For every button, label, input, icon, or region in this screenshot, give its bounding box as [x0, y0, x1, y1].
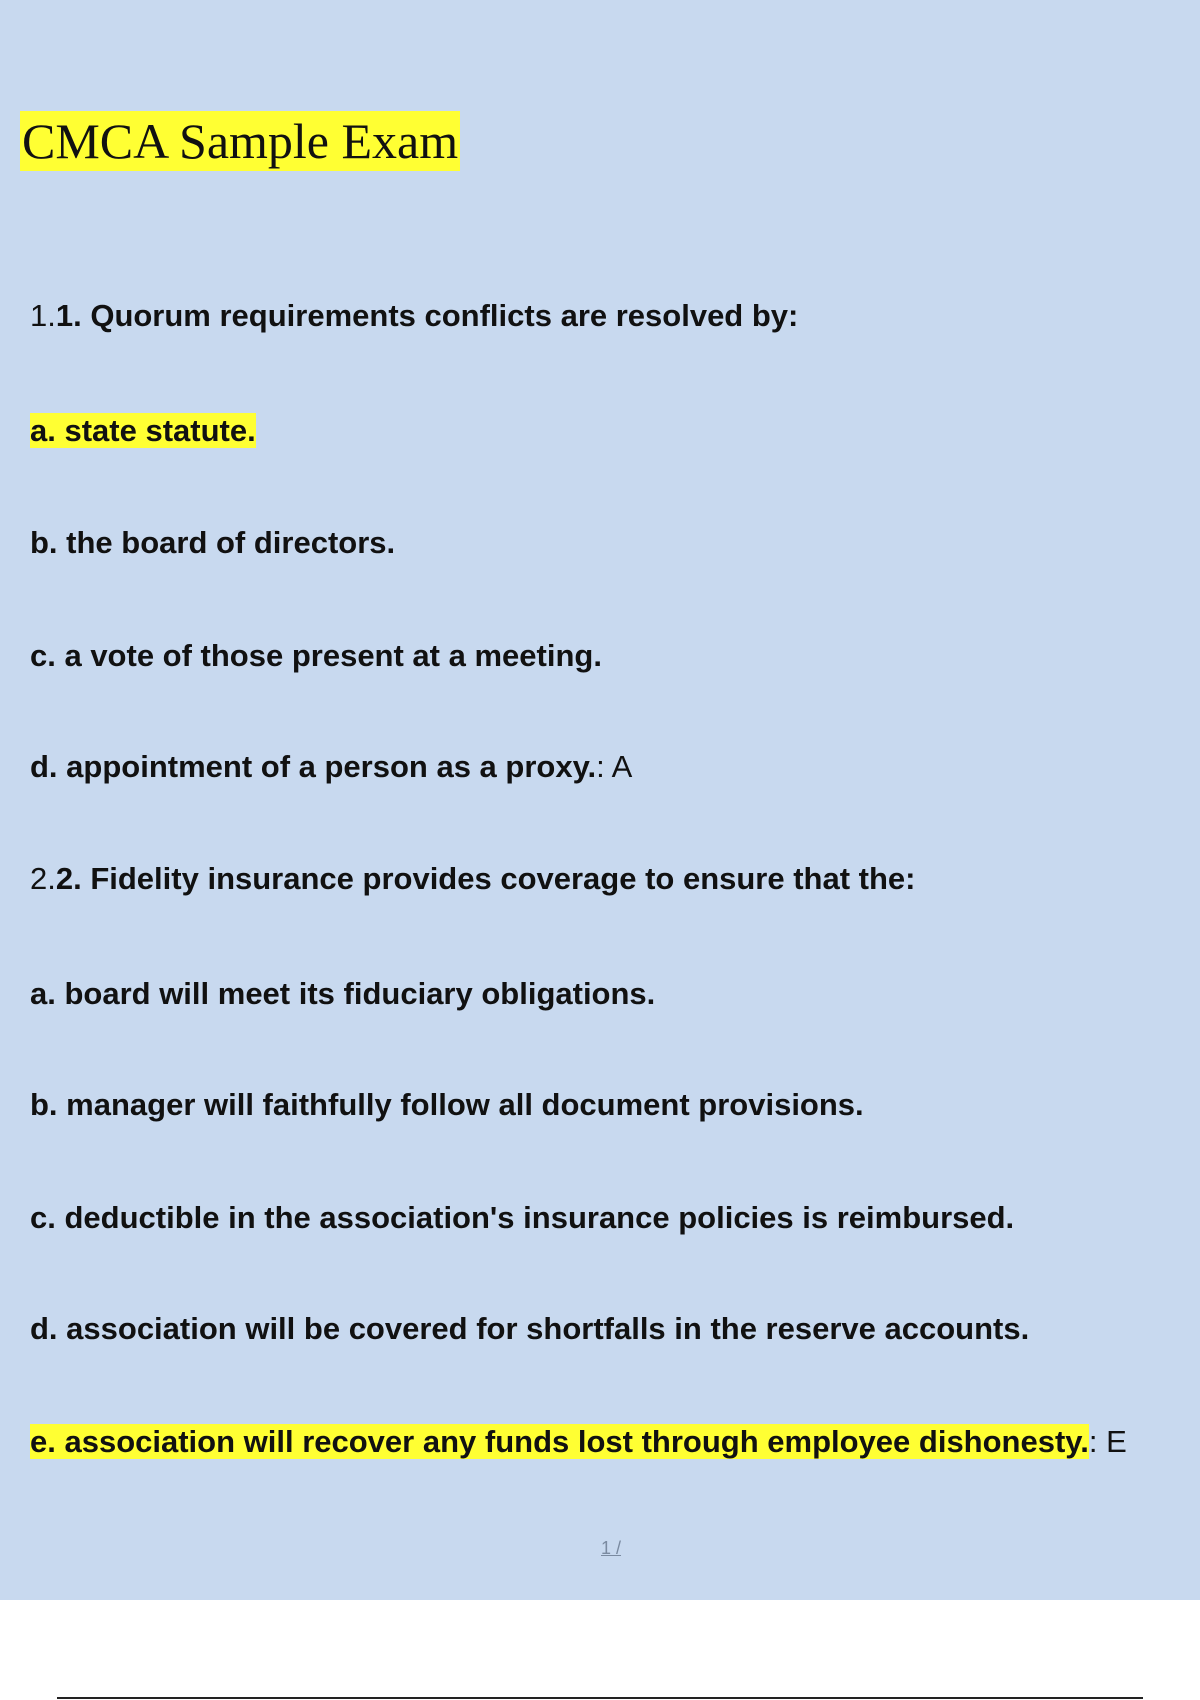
- question-1-option-c: c. a vote of those present at a meeting.: [30, 638, 602, 673]
- question-number: 1.: [30, 298, 56, 333]
- question-number: 2.: [30, 861, 56, 896]
- question-1-option-b: b. the board of directors.: [30, 525, 396, 560]
- question-2-option-b: b. manager will faithfully follow all document provisions.: [30, 1087, 864, 1122]
- footer-divider: [57, 1697, 1143, 1699]
- question-1-option-a: [30, 411, 256, 451]
- question-text: 1. Quorum requirements conflicts are resolved by:: [55, 298, 799, 333]
- answer-key: : A: [596, 749, 633, 784]
- question-1: [30, 296, 798, 336]
- document-title: CMCA Sample Exam: [22, 113, 459, 169]
- option-text: d. appointment of a person as a proxy.: [30, 749, 597, 784]
- question-1-option-d: [30, 747, 632, 787]
- highlighted-correct-option: a. state statute.: [30, 413, 256, 448]
- page-number: 1 /: [601, 1538, 622, 1558]
- question-2-option-d: d. association will be covered for shortfalls in the reserve accounts.: [30, 1311, 1030, 1346]
- question-2-option-c: c. deductible in the association's insurance policies is reimbursed.: [30, 1200, 1015, 1235]
- question-2: [30, 859, 916, 899]
- answer-key: : E: [1088, 1424, 1127, 1459]
- question-2-option-a: a. board will meet its fiduciary obligations.: [30, 976, 656, 1011]
- question-2-option-e: [30, 1422, 1127, 1462]
- question-text: 2. Fidelity insurance provides coverage to ensure that the:: [55, 861, 916, 896]
- highlighted-correct-option: e. association will recover any funds lost through employee dishonesty.: [30, 1424, 1089, 1459]
